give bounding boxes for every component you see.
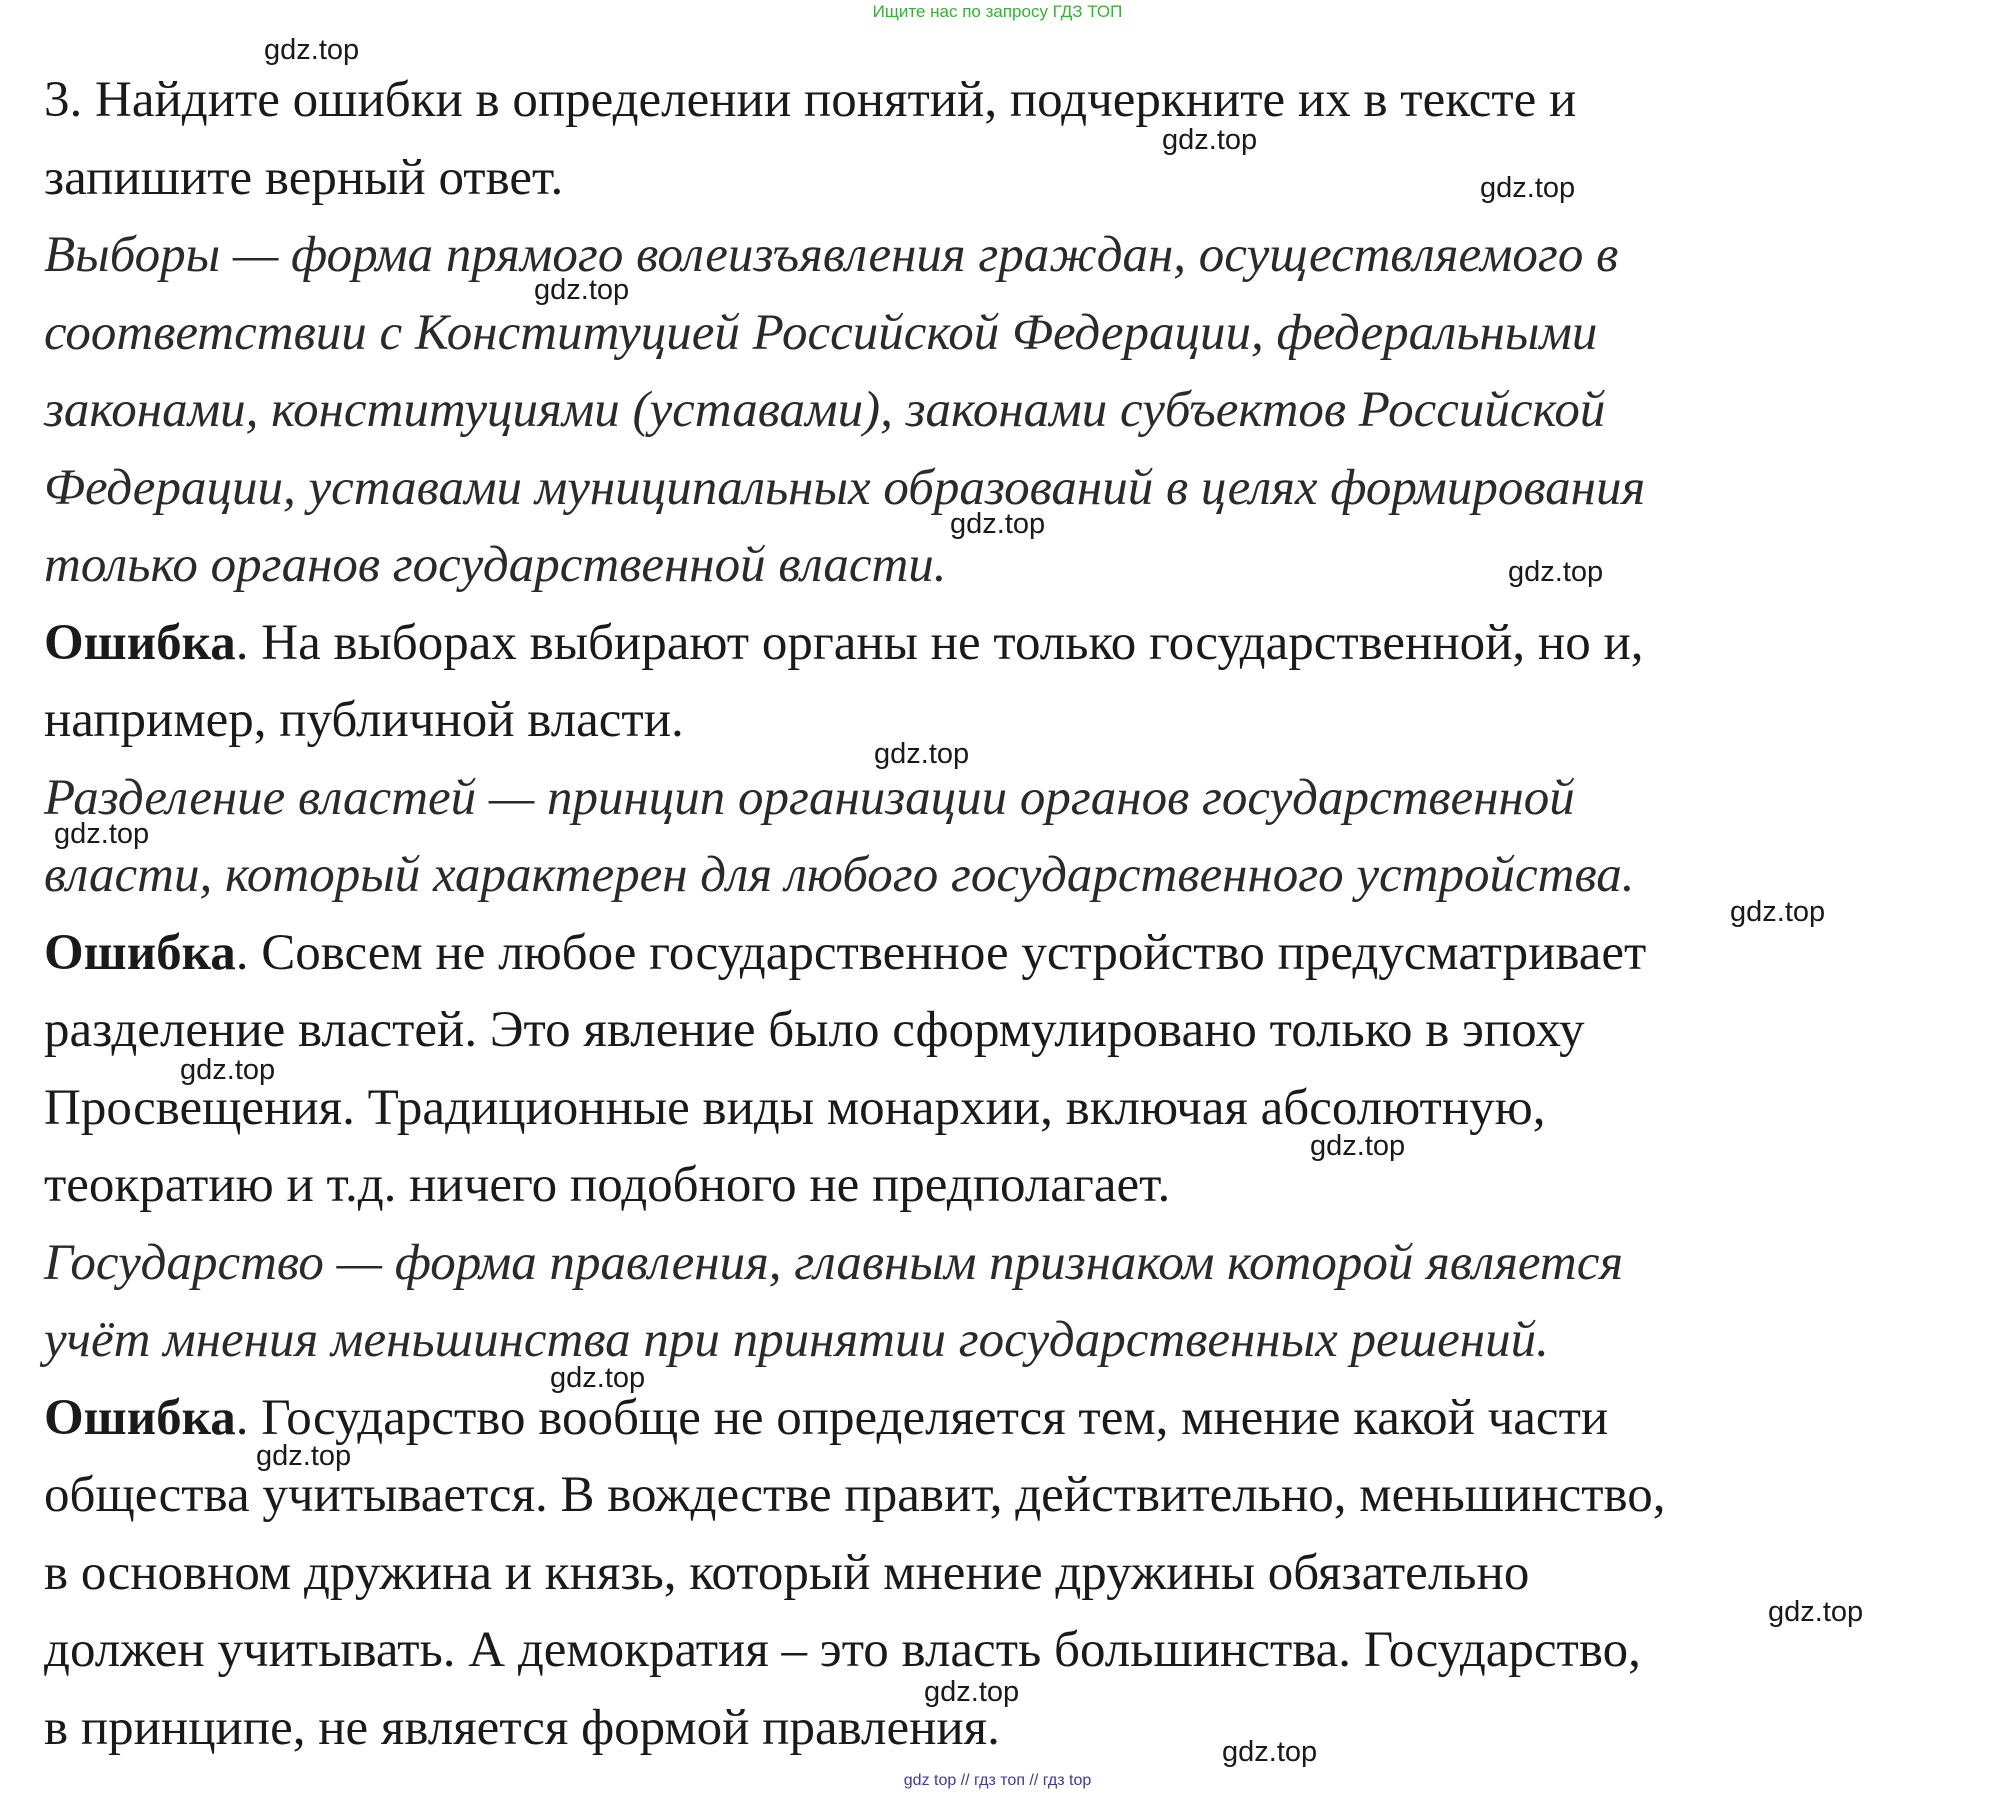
definition-line: Государство — форма правления, главным признаком которой является [44, 1234, 1624, 1291]
task-heading [44, 62, 1944, 217]
error-label: Ошибка [44, 924, 236, 981]
answer-line: в основном дружина и князь, который мнение дружины обязательно [44, 1544, 1530, 1601]
answer-block-elections [44, 605, 1944, 760]
watermark: gdz.top [950, 508, 1046, 540]
error-label: Ошибка [44, 614, 236, 671]
answer-line: Просвещения. Традиционные виды монархии, включая абсолютную, [44, 1079, 1546, 1136]
watermark: gdz.top [550, 1362, 646, 1394]
answer-line [44, 605, 1944, 683]
definition-block-elections [44, 217, 1944, 605]
document-body [44, 62, 1944, 1767]
watermark: gdz.top [180, 1054, 276, 1086]
answer-line: в принципе, не является формой правления. [44, 1699, 1000, 1756]
watermark: gdz.top [924, 1676, 1020, 1708]
watermark: gdz.top [54, 818, 150, 850]
watermark: gdz.top [1730, 896, 1826, 928]
answer-line: например, публичной власти. [44, 692, 684, 748]
answer-line: разделение властей. Это явление было сформулировано только в эпоху [44, 1002, 1585, 1058]
watermark: gdz.top [1310, 1130, 1406, 1162]
answer-line [44, 915, 1944, 993]
watermark: gdz.top [1768, 1596, 1864, 1628]
watermark: gdz.top [1508, 556, 1604, 588]
watermark: gdz.top [1480, 172, 1576, 204]
watermark: gdz.top [874, 738, 970, 770]
definition-line: только органов государственной власти. [44, 537, 947, 593]
answer-text: . На выборах выбирают органы не только государственной, но и, [235, 614, 1644, 671]
watermark: gdz.top [256, 1440, 352, 1472]
answer-block-separation [44, 915, 1944, 1225]
error-label: Ошибка [44, 1389, 236, 1446]
answer-text: . Совсем не любое государственное устройство предусматривает [235, 924, 1647, 981]
answer-line: общества учитывается. В вождестве правит, действительно, меньшинство, [44, 1467, 1666, 1523]
watermark: gdz.top [1162, 124, 1258, 156]
answer-line: теократию и т.д. ничего подобного не предполагает. [44, 1157, 1171, 1213]
watermark: gdz.top [264, 34, 360, 66]
definition-line: власти, который характерен для любого государственного устройства. [44, 847, 1635, 903]
watermark: gdz.top [1222, 1736, 1318, 1768]
definition-line: законами, конституциями (уставами), законами субъектов Российской [44, 382, 1606, 438]
definition-block-separation [44, 760, 1944, 915]
watermark: gdz.top [534, 274, 630, 306]
definition-line: Федерации, уставами муниципальных образований в целях формирования [44, 459, 1646, 516]
footer-links: gdz top // гдз топ // гдз top [903, 1772, 1092, 1789]
top-banner: Ищите нас по запросу ГДЗ ТОП [872, 2, 1123, 21]
definition-line: соответствии с Конституцией Российской Федерации, федеральными [44, 304, 1598, 361]
answer-line: должен учитывать. А демократия – это власть большинства. Государство, [44, 1622, 1641, 1678]
answer-text: . Государство вообще не определяется тем, мнение какой части [235, 1389, 1609, 1446]
task-line: запишите верный ответ. [44, 149, 564, 206]
definition-line: Разделение властей — принцип организации органов государственной [44, 769, 1575, 826]
definition-block-state [44, 1225, 1944, 1380]
definition-line: учёт мнения меньшинства при принятии государственных решений. [44, 1312, 1549, 1368]
task-line: 3. Найдите ошибки в определении понятий, подчеркните их в тексте и [44, 72, 1577, 128]
definition-line: Выборы — форма прямого волеизъявления граждан, осуществляемого в [44, 227, 1619, 283]
